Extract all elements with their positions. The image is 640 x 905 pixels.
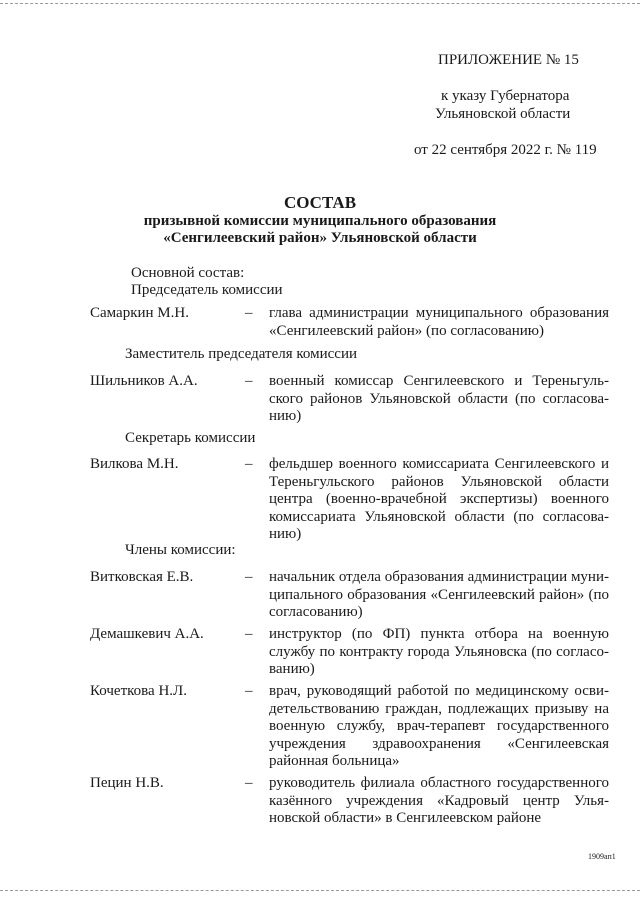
document-subtitle-line1: призывной комиссии муниципального образования (143, 213, 497, 229)
document-subtitle-line2: «Сенгилеевский район» Ульяновской области (163, 230, 477, 246)
member-name: Вилкова М.Н. (90, 456, 179, 472)
member-position: военный комиссар Сенгилеевского и Тереньгульского районов Ульяновской области (по согласованию) (269, 373, 609, 424)
member-position: врач, руководящий работой по медицинскому освидетельствованию граждан, подлежащих призыву на военную службу, врач-терапевт государственного учреждения здравоохранения «Сенгилеевская районная больница» (269, 683, 609, 769)
member-dash: – (245, 456, 253, 472)
member-dash: – (245, 775, 253, 791)
member-dash: – (245, 569, 253, 585)
document-title: СОСТАВ (283, 193, 357, 212)
member-position: инструктор (по ФП) пункта отбора на военную службу по контракту города Ульяновска (по согласованию) (269, 626, 609, 677)
decree-region: Ульяновской области (435, 106, 571, 122)
section-deputy: Заместитель председателя комиссии (125, 346, 358, 362)
member-dash: – (245, 373, 253, 389)
member-dash: – (245, 305, 253, 321)
member-name: Кочеткова Н.Л. (90, 683, 187, 699)
member-position: глава администрации муниципального образования «Сенгилеевский район» (по согласованию) (269, 305, 609, 339)
decree-date: от 22 сентября 2022 г. № 119 (414, 142, 597, 158)
section-main-composition: Основной состав: (131, 265, 245, 281)
member-position: начальник отдела образования администрации муниципального образования «Сенгилеевский район» (по согласованию) (269, 569, 609, 620)
document-code: 1909ап1 (588, 852, 616, 861)
section-chairman: Председатель комиссии (131, 282, 283, 298)
member-dash: – (245, 626, 253, 642)
member-name: Пецин Н.В. (90, 775, 164, 791)
scan-edge-bottom (0, 890, 640, 891)
member-name: Демашкевич А.А. (90, 626, 204, 642)
member-position: руководитель филиала областного государственного казённого учреждения «Кадровый центр Ульяновской области» в Сенгилеевском районе (269, 775, 609, 826)
section-members: Члены комиссии: (125, 542, 236, 558)
member-name: Витковская Е.В. (90, 569, 194, 585)
member-name: Шильников А.А. (90, 373, 198, 389)
section-secretary: Секретарь комиссии (125, 430, 256, 446)
appendix-number: ПРИЛОЖЕНИЕ № 15 (438, 52, 579, 68)
member-name: Самаркин М.Н. (90, 305, 189, 321)
decree-reference: к указу Губернатора (441, 88, 570, 104)
member-dash: – (245, 683, 253, 699)
member-position: фельдшер военного комиссариата Сенгилеевского и Тереньгульского районов Ульяновской области центра (военно-врачебной экспертизы) военного комиссариата Ульяновской области (по согласованию) (269, 456, 609, 542)
scan-edge-top (0, 3, 640, 4)
